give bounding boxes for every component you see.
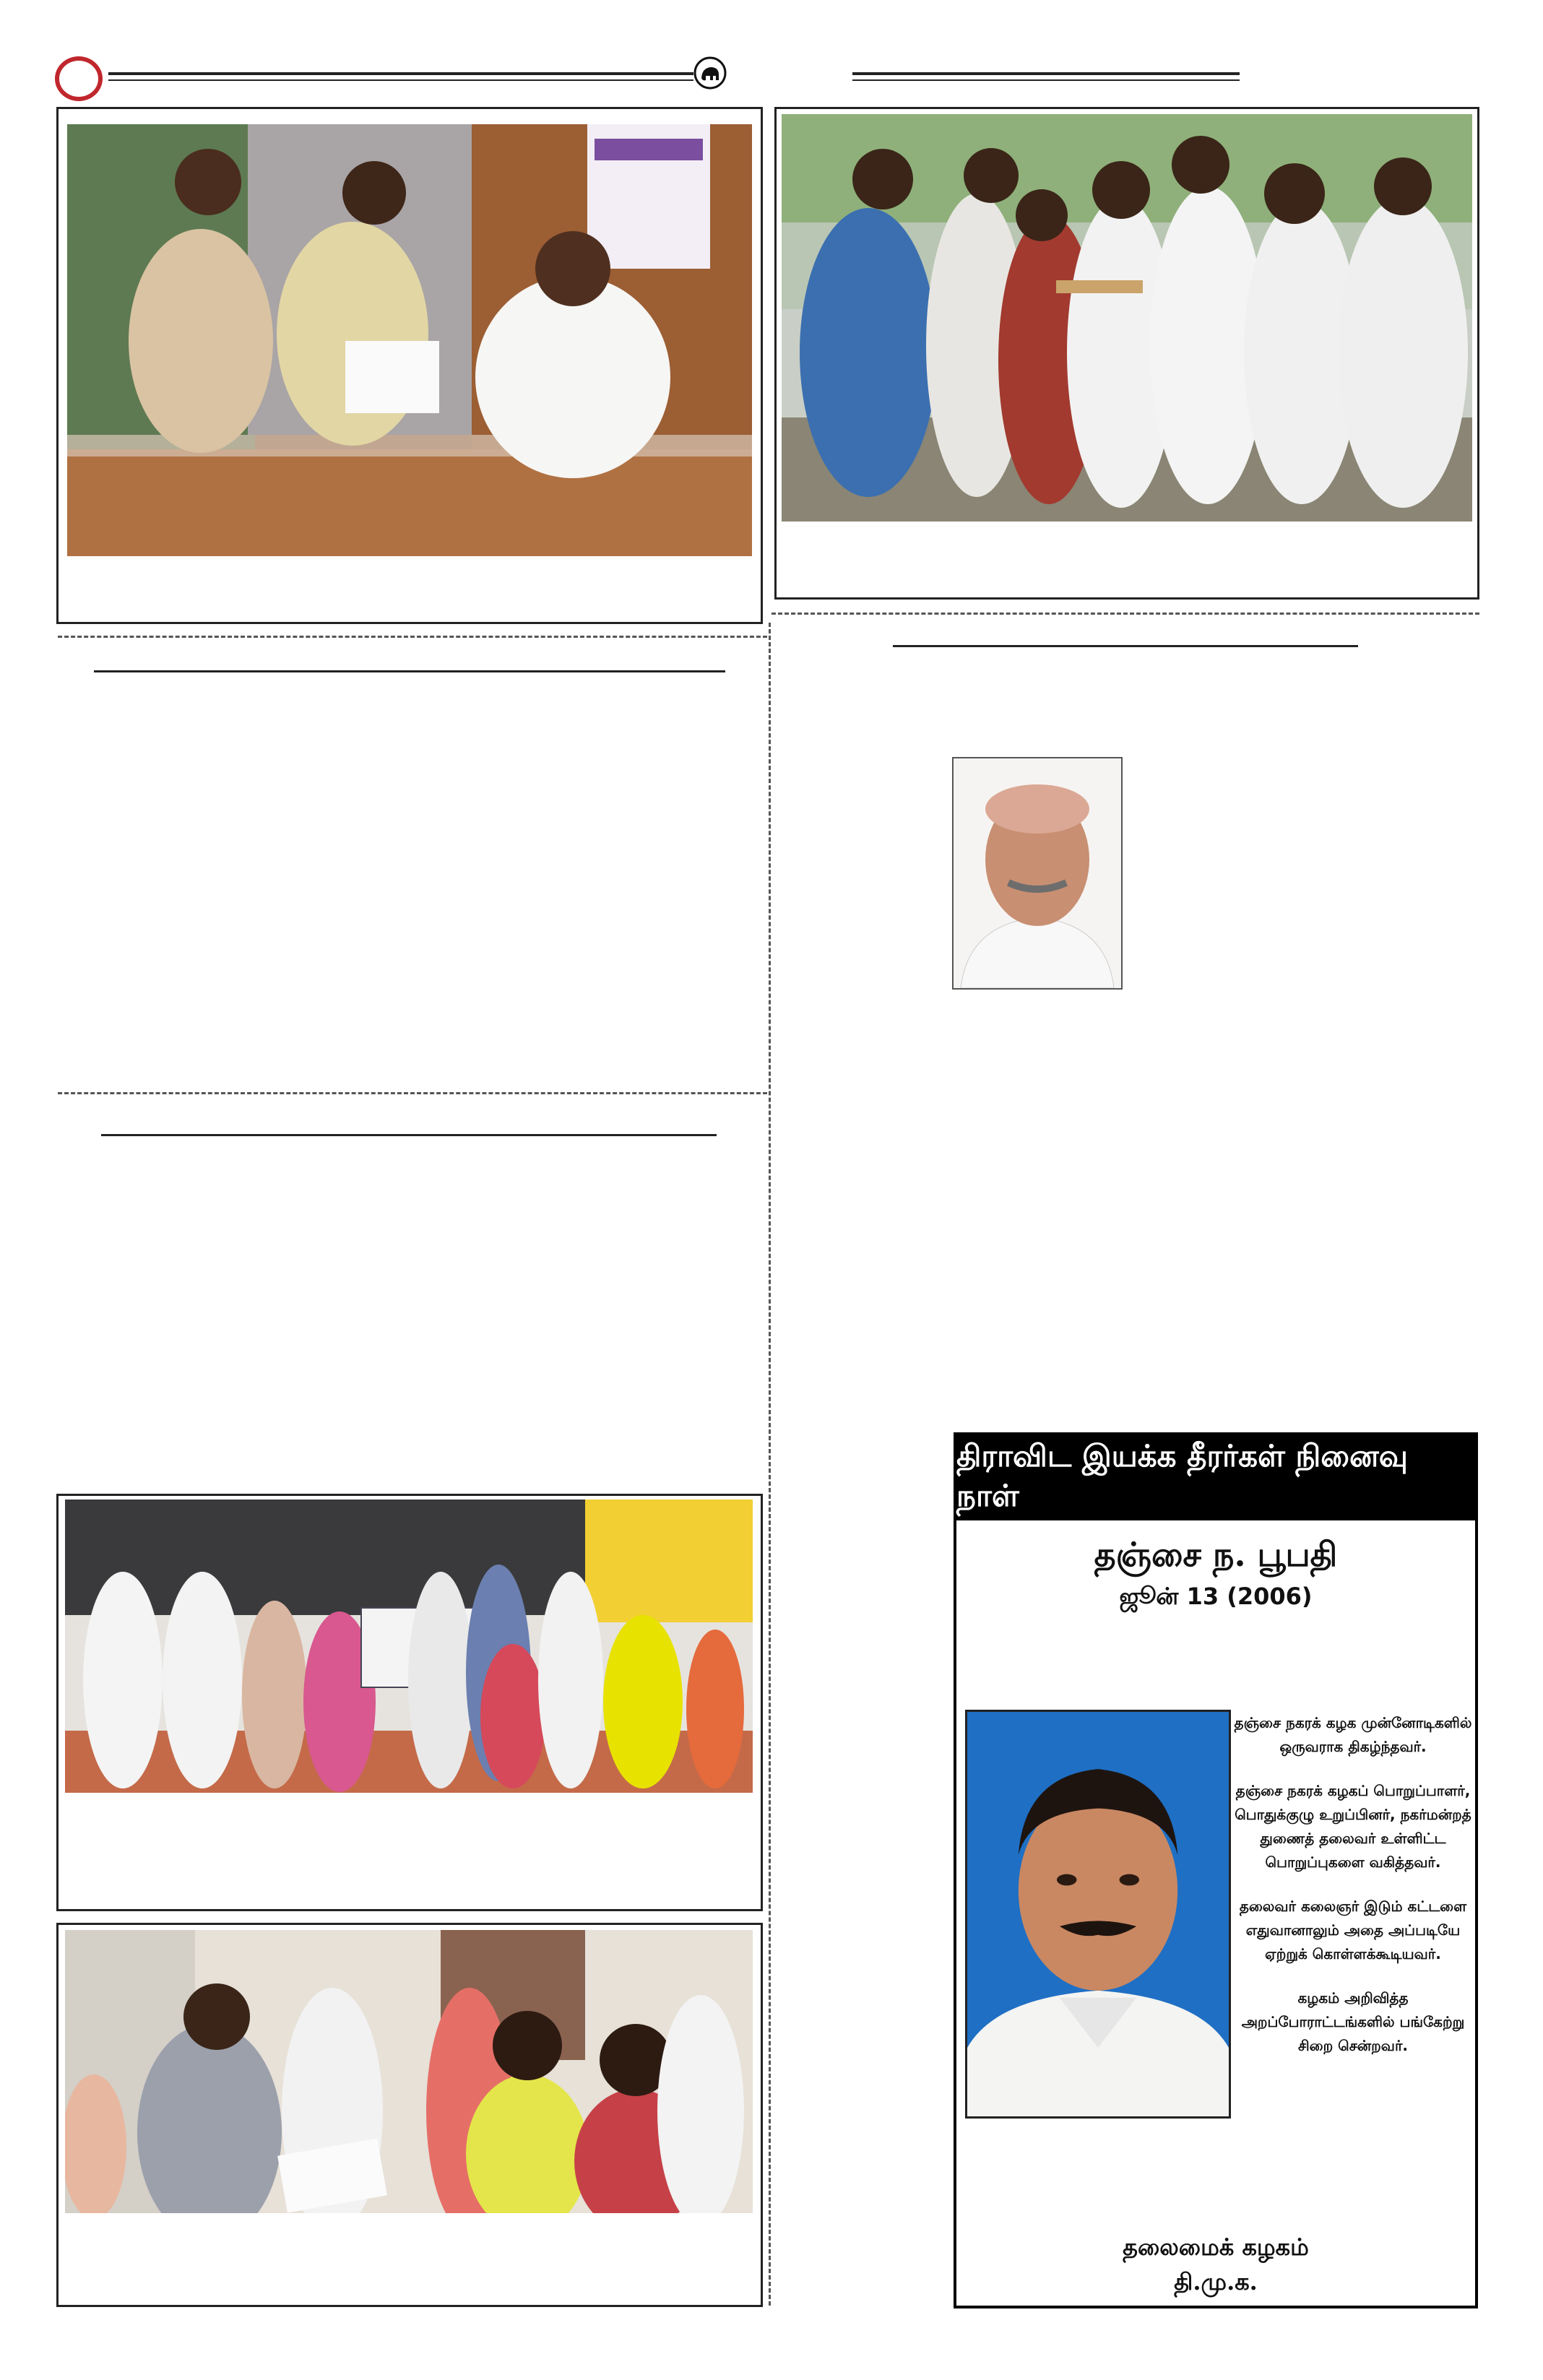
memorial-paragraph: தஞ்சை நகரக் கழகப் பொறுப்பாளர், பொதுக்குழு உறுப்பினர், நகர்மன்றத் துணைத் தலைவர் உள்ளிட்ட பொறுப்புகளை வகித்தவர்.	[1235, 1782, 1471, 1871]
portrait-photo	[952, 757, 1123, 990]
separator-left-top	[58, 636, 767, 638]
memorial-date: ஜூன் 13 (2006)	[1119, 1583, 1313, 1610]
memorial-notice	[954, 1432, 1478, 2308]
memorial-footer	[956, 2230, 1475, 2299]
memorial-footer-org: தலைமைக் கழகம்	[1123, 2233, 1309, 2261]
headline-rule-right-1	[893, 645, 1358, 647]
memorial-name: தஞ்சை ந. பூபதி	[1094, 1535, 1338, 1574]
elephant-logo-icon	[693, 56, 727, 90]
photo-outdoor-group	[782, 114, 1472, 522]
separator-right-top	[772, 613, 1479, 615]
separator-left-mid	[58, 1092, 767, 1094]
headline-rule-left-2	[101, 1134, 717, 1136]
headline-rule-left-1	[94, 670, 725, 672]
column-divider	[769, 623, 771, 2306]
memorial-portrait	[965, 1710, 1231, 2119]
photo-document-handover	[65, 1930, 753, 2213]
memorial-header: திராவிட இயக்க தீரர்கள் நினைவு நாள்	[956, 1435, 1475, 1520]
photo-office-handover	[67, 124, 752, 556]
memorial-biography	[1234, 1711, 1472, 2078]
memorial-paragraph: தலைவர் கலைஞர் இடும் கட்டளை எதுவானாலும் அதை அப்படியே ஏற்றுக் கொள்ளக்கூடியவர்.	[1239, 1897, 1467, 1963]
masthead-circle-icon	[55, 56, 103, 101]
masthead-rule-right-thin	[852, 79, 1240, 81]
masthead-rule-left-thin	[108, 79, 693, 81]
memorial-paragraph: கழகம் அறிவித்த அறப்போராட்டங்களில் பங்கேற்று சிறை சென்றவர்.	[1241, 1989, 1465, 2054]
memorial-footer-party: தி.மு.க.	[1174, 2268, 1258, 2295]
memorial-paragraph: தஞ்சை நகரக் கழக முன்னோடிகளில் ஒருவராக திகழ்ந்தவர்.	[1234, 1714, 1472, 1755]
masthead-rule-left	[108, 72, 693, 75]
masthead-rule-right	[852, 72, 1240, 75]
photo-award-ceremony	[65, 1500, 753, 1793]
